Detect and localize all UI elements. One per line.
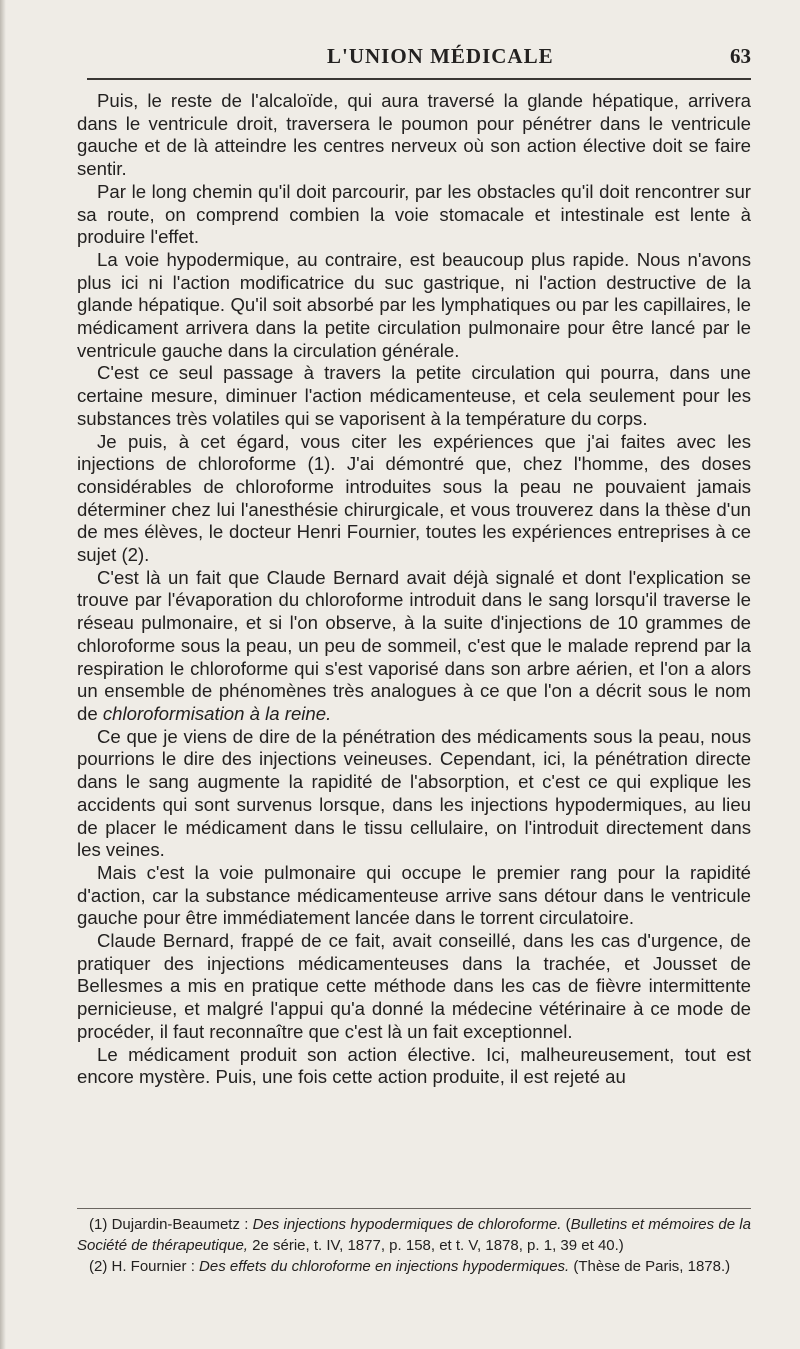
footnote-journal: Bulletins et mémoires de la Société de thérapeutique, — [77, 1216, 751, 1254]
paragraph: Ce que je viens de dire de la pénétration des médicaments sous la peau, nous pourrions le dire des injections veineuses. Cependant, ici, la pénétration directe dans le sang augmente la rapidité de l'absorption, et c'est ce qui explique les accidents qui sont survenus lorsque, dans les injections hypodermiques, au lieu de placer le médicament dans le tissu cellulaire, on l'introduit directement dans les veines. — [77, 725, 751, 861]
footnote-2 — [77, 1256, 751, 1277]
footnote-title: Des effets du chloroforme en injections hypodermiques. — [199, 1258, 570, 1275]
paragraph: C'est ce seul passage à travers la petite circulation qui pourra, dans une certaine mesure, diminuer l'action médicamenteuse, et cela seulement pour les substances très volatiles qui se vaporisent à la température du corps. — [77, 362, 751, 429]
page-number: 63 — [730, 44, 751, 68]
running-header — [77, 44, 751, 74]
footnote-rule — [77, 1208, 751, 1209]
paragraph: Claude Bernard, frappé de ce fait, avait conseillé, dans les cas d'urgence, de pratiquer des injections médicamenteuses dans la trachée, et Jousset de Bellesmes a mis en pratique cette méthode dans les cas de fièvre intermittente pernicieuse, et malgré l'appui qu'a donné la médecine vétérinaire à ce mode de procéder, il faut reconnaître que c'est là un fait exceptionnel. — [77, 930, 751, 1042]
header-rule — [87, 78, 751, 80]
footnote-author: (2) H. Fournier : — [89, 1258, 200, 1275]
paragraph: Par le long chemin qu'il doit parcourir, par les obstacles qu'il doit rencontrer sur sa route, on comprend combien la voie stomacale et intestinale est lente à produire l'effet. — [77, 180, 751, 248]
footnote-text: (Thèse de Paris, 1878.) — [569, 1258, 731, 1275]
italic-term: chloroformisation à la reine. — [102, 702, 332, 724]
paragraph: Le médicament produit son action élective. Ici, malheureusement, tout est encore mystère. Puis, une fois cette action produite, il est rejeté au — [77, 1043, 751, 1088]
paragraph: Mais c'est la voie pulmonaire qui occupe le premier rang pour la rapidité d'action, car la substance médicamenteuse arrive sans détour dans le ventricule gauche pour être immédiatement lancée dans le torrent circulatoire. — [77, 861, 751, 929]
paragraph: La voie hypodermique, au contraire, est beaucoup plus rapide. Nous n'avons plus ici ni l'action modificatrice du suc gastrique, ni l'action destructive de la glande hépatique. Qu'il soit absorbé par les lymphatiques ou par les capillaires, le médicament arrivera dans la petite circulation pulmonaire pour être lancé par le ventricule gauche dans la circulation générale. — [77, 248, 751, 361]
paragraph: Puis, le reste de l'alcaloïde, qui aura traversé la glande hépatique, arrivera dans le ventricule droit, traversera le poumon pour pénétrer dans le ventricule gauche et de là atteindre les centres nerveux où son action élective doit se faire sentir. — [77, 90, 751, 180]
footnotes — [77, 1214, 751, 1277]
footnote-title: Des injections hypodermiques de chloroforme. — [252, 1216, 562, 1233]
paragraph: Je puis, à cet égard, vous citer les expériences que j'ai faites avec les injections de chloroforme (1). J'ai démontré que, chez l'homme, des doses considérables de chloroforme introduites sous la peau ne pouvaient jamais déterminer chez lui l'anesthésie chirurgicale, et vous trouverez dans la thèse d'un de mes élèves, le docteur Henri Fournier, toutes les expériences entreprises à ce sujet (2). — [77, 430, 751, 566]
footnote-text: 2e série, t. IV, 1877, p. 158, et t. V, 1878, p. 1, 39 et 40.) — [247, 1237, 624, 1254]
body-text — [77, 90, 751, 1089]
paragraph-text: C'est là un fait que Claude Bernard avait déjà signalé et dont l'explication se trouve par l'évaporation du chloroforme introduit dans le sang lorsqu'il traverse le réseau pulmonaire, et si l'on observe, à la suite d'injections de 10 grammes de chloroforme sous la peau, un peu de sommeil, c'est que le malade reprend par la respiration le chloroforme qui s'est vaporisé dans son arbre aérien, et l'on a alors un ensemble de phénomènes très analogues à ce que l'on a décrit sous le nom de — [77, 566, 751, 724]
page-edge-shadow — [0, 0, 6, 1349]
footnote-1 — [77, 1214, 751, 1256]
running-title: L'UNION MÉDICALE — [327, 44, 554, 68]
paragraph — [77, 567, 751, 726]
footnote-author: (1) Dujardin-Beaumetz : — [89, 1216, 253, 1233]
footnote-text: ( — [561, 1216, 571, 1233]
